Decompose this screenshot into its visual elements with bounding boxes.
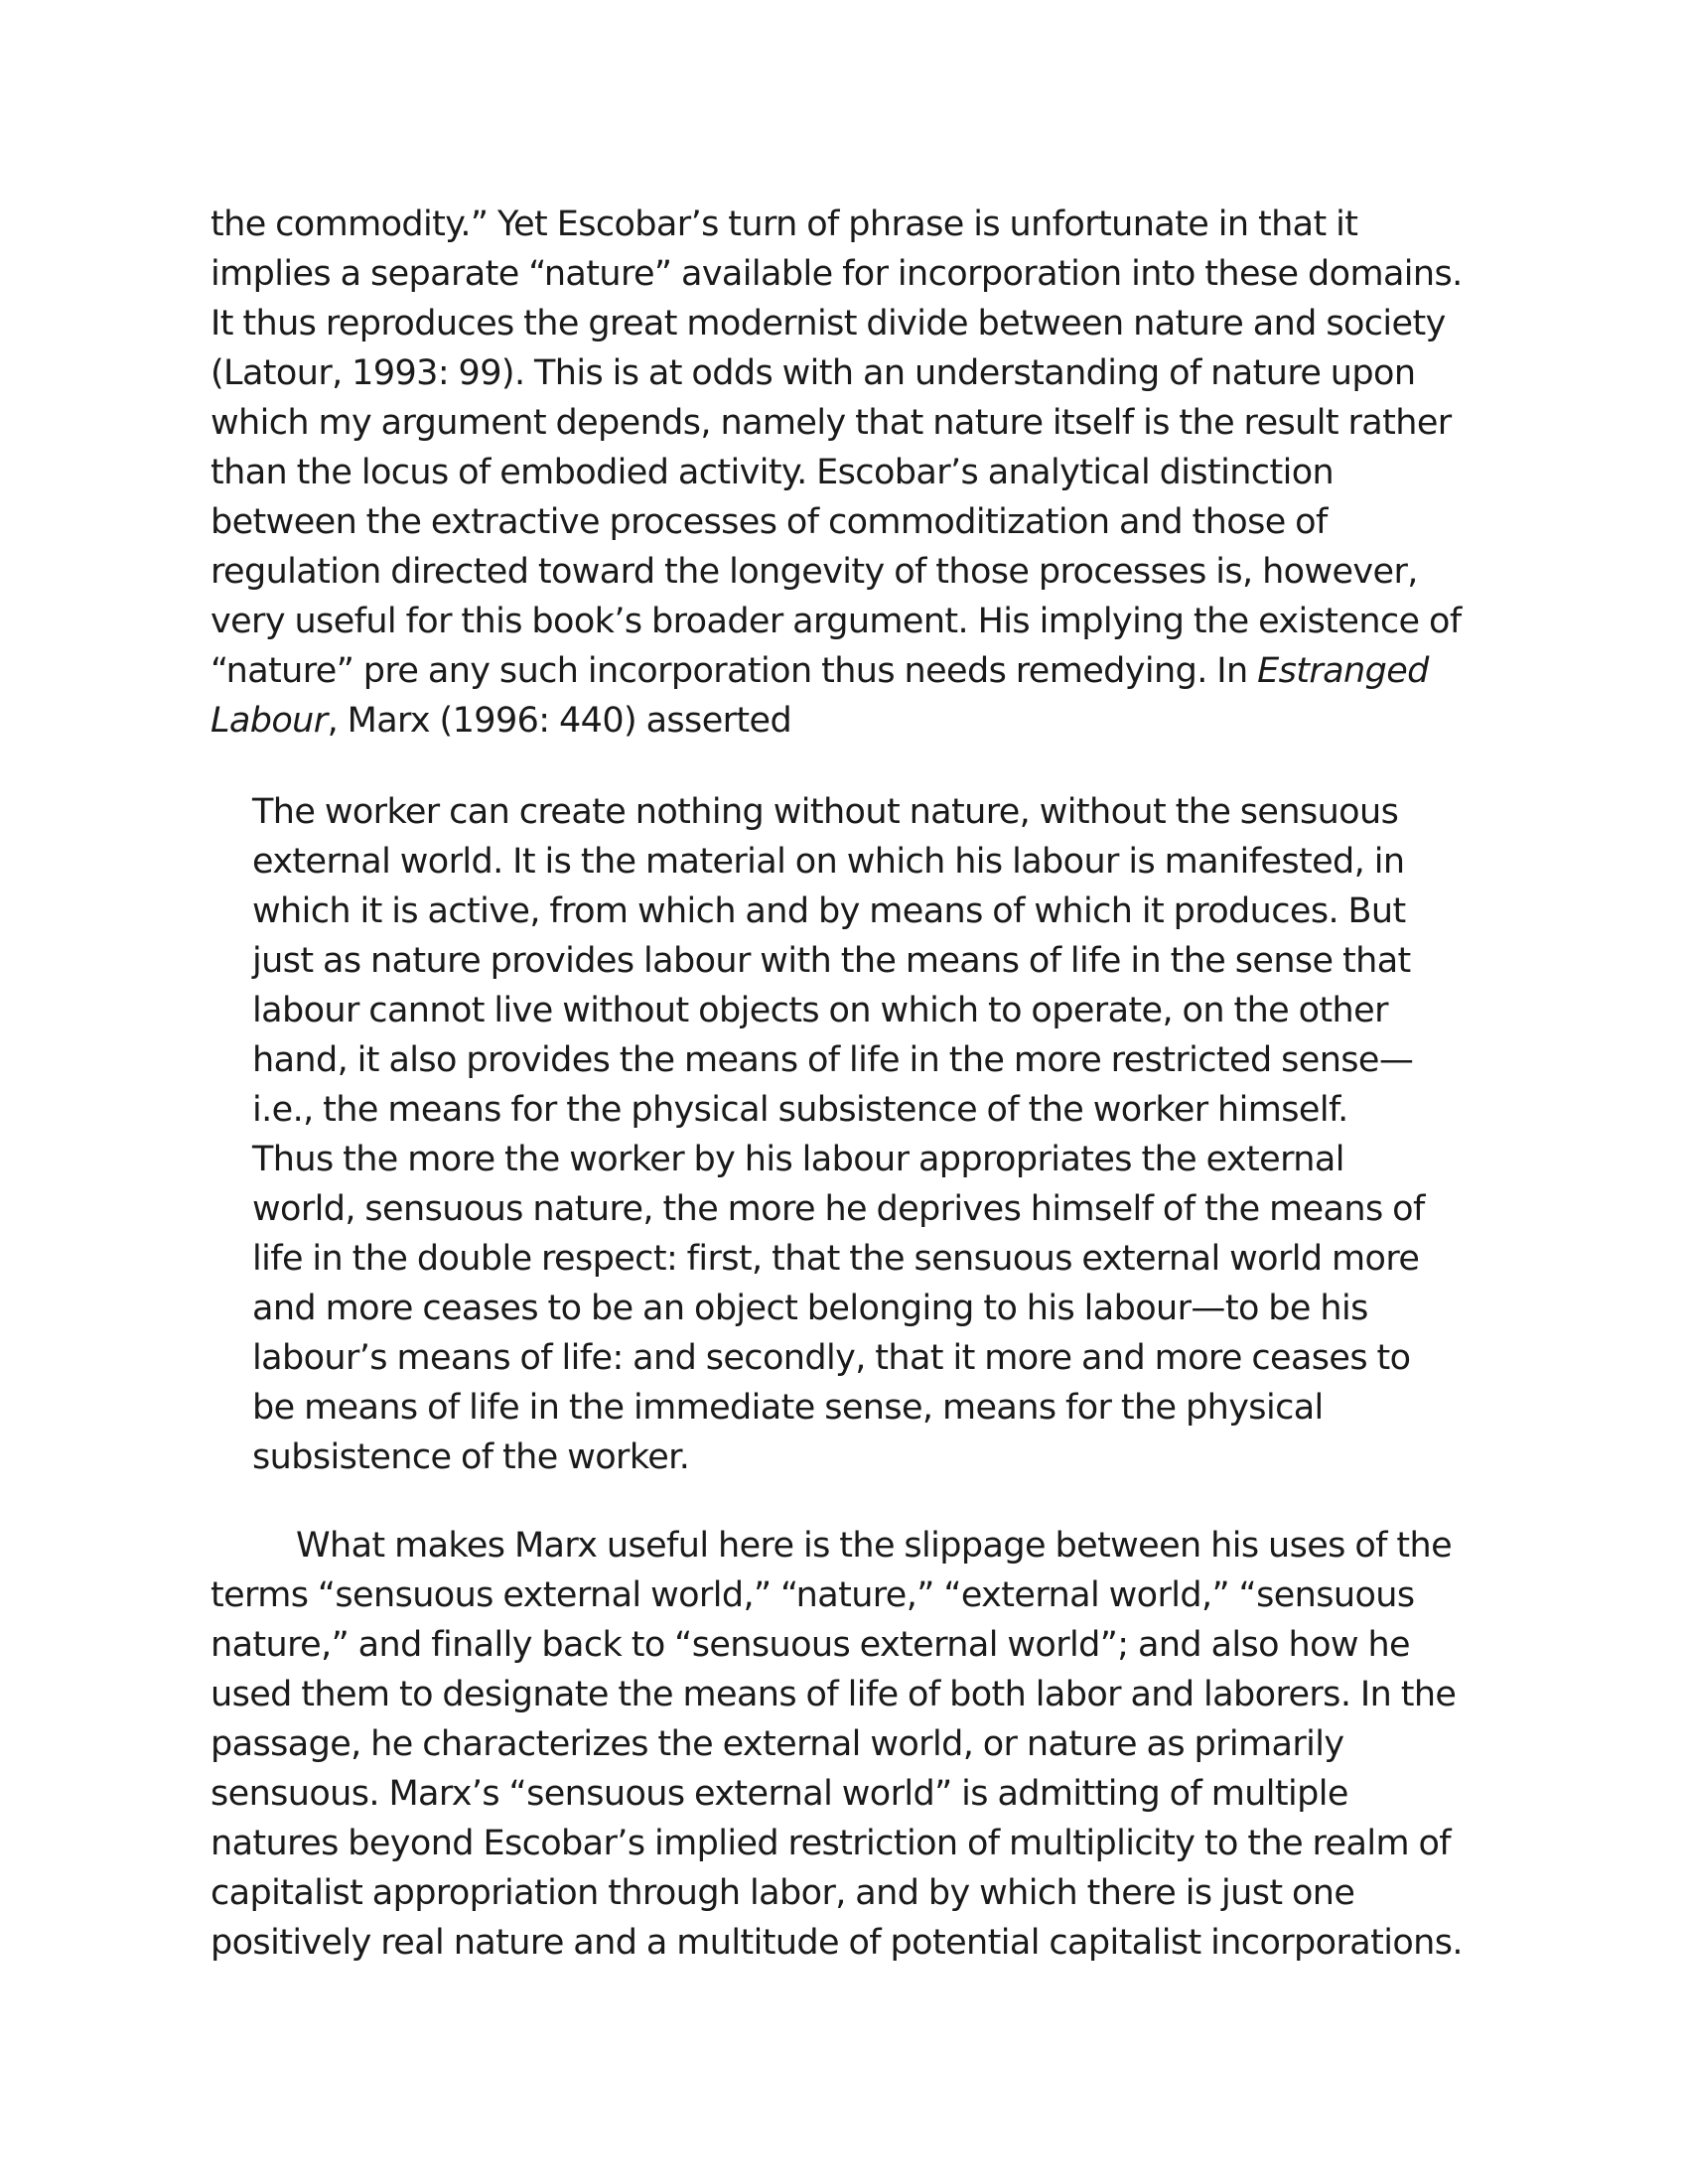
- quote-line: hand, it also provides the means of life in the more restricted sense—: [252, 1040, 1414, 1080]
- text-run: , Marx (1996: 440) asserted: [327, 701, 792, 741]
- body-paragraph: [211, 200, 1463, 746]
- text-line: (Latour, 1993: 99). This is at odds with an understanding of nature upon: [211, 353, 1416, 393]
- text-line: positively real nature and a multitude of potential capitalist incorporations.: [211, 1923, 1463, 1963]
- text-line: [211, 696, 1463, 746]
- text-line: [211, 646, 1463, 696]
- quote-line: and more ceases to be an object belonging to his labour—to be his: [252, 1289, 1368, 1328]
- quote-line: which it is active, from which and by means of which it produces. But: [252, 891, 1406, 931]
- book-title-italic: Labour: [211, 701, 328, 741]
- quote-line: labour’s means of life: and secondly, that it more and more ceases to: [252, 1338, 1411, 1378]
- quote-line: The worker can create nothing without nature, without the sensuous: [252, 792, 1399, 832]
- quote-line: life in the double respect: first, that the sensuous external world more: [252, 1239, 1420, 1279]
- quote-line: just as nature provides labour with the means of life in the sense that: [252, 941, 1411, 981]
- text-line: natures beyond Escobar’s implied restriction of multiplicity to the realm of: [211, 1824, 1452, 1863]
- block-quote: [252, 787, 1425, 1482]
- body-paragraph: [211, 1521, 1463, 1968]
- text-line: the commodity.” Yet Escobar’s turn of phrase is unfortunate in that it: [211, 205, 1358, 244]
- text-line: capitalist appropriation through labor, and by which there is just one: [211, 1873, 1355, 1913]
- text-line: which my argument depends, namely that nature itself is the result rather: [211, 403, 1452, 443]
- text-run: “nature” pre any such incorporation thus needs remedying. In: [211, 651, 1258, 691]
- quote-line: labour cannot live without objects on which to operate, on the other: [252, 991, 1388, 1030]
- text-line: It thus reproduces the great modernist divide between nature and society: [211, 304, 1446, 343]
- text-line: passage, he characterizes the external world, or nature as primarily: [211, 1724, 1344, 1764]
- quote-line: world, sensuous nature, the more he deprives himself of the means of: [252, 1189, 1425, 1229]
- text-line: sensuous. Marx’s “sensuous external world” is admitting of multiple: [211, 1774, 1348, 1814]
- quote-line: i.e., the means for the physical subsistence of the worker himself.: [252, 1090, 1348, 1130]
- quote-line: Thus the more the worker by his labour appropriates the external: [252, 1140, 1344, 1179]
- text-line: terms “sensuous external world,” “nature,” “external world,” “sensuous: [211, 1575, 1415, 1615]
- quote-line: be means of life in the immediate sense, means for the physical: [252, 1388, 1324, 1428]
- text-line: very useful for this book’s broader argument. His implying the existence of: [211, 602, 1462, 641]
- quote-line: external world. It is the material on which his labour is manifested, in: [252, 842, 1405, 882]
- text-line: nature,” and finally back to “sensuous external world”; and also how he: [211, 1625, 1410, 1665]
- book-title-italic: Estranged: [1257, 651, 1429, 691]
- text-line: used them to designate the means of life of both labor and laborers. In the: [211, 1675, 1457, 1714]
- text-line: regulation directed toward the longevity of those processes is, however,: [211, 552, 1418, 592]
- text-line: What makes Marx useful here is the slippage between his uses of the: [296, 1526, 1453, 1566]
- quote-line: subsistence of the worker.: [252, 1437, 690, 1477]
- text-line: implies a separate “nature” available for incorporation into these domains.: [211, 254, 1463, 294]
- text-line: than the locus of embodied activity. Escobar’s analytical distinction: [211, 453, 1335, 492]
- text-line: between the extractive processes of commoditization and those of: [211, 502, 1328, 542]
